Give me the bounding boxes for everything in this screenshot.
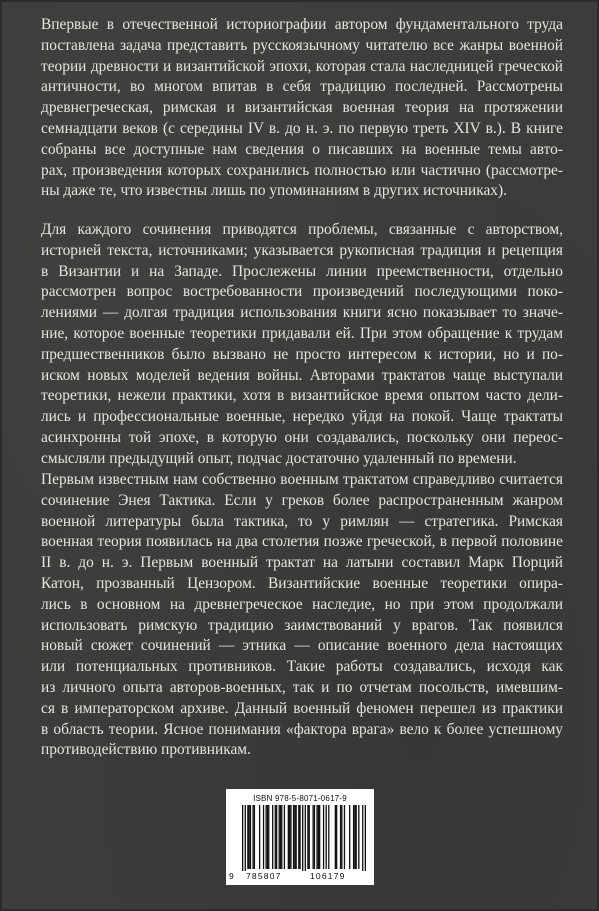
barcode-bar bbox=[319, 805, 320, 869]
barcode-bar bbox=[265, 805, 266, 869]
barcode-digits bbox=[226, 871, 374, 883]
text-line: из личного опыта авторов-военных, так и по отчетам посольств, имевшим- bbox=[41, 678, 563, 696]
text-line: предшественников было вызвано не просто интересом к истории, но и по- bbox=[41, 345, 563, 363]
barcode-bar bbox=[344, 805, 345, 869]
text-line: противодействию противникам. bbox=[41, 741, 251, 759]
barcode-bar bbox=[250, 805, 251, 869]
barcode-bar bbox=[318, 805, 319, 869]
barcode-bar bbox=[358, 805, 359, 869]
barcode-bar bbox=[242, 805, 243, 871]
barcode-digit-first: 9 bbox=[229, 871, 234, 881]
barcode-digits-left: 785807 bbox=[246, 871, 282, 881]
text-line: военной литературы была тактика, то у римлян — стратегика. Римская bbox=[41, 512, 563, 530]
text-line: поставлена задача представить русскоязычному читателю все жанры военной bbox=[41, 36, 563, 54]
barcode-bar bbox=[309, 805, 310, 869]
annotation-paragraph-3 bbox=[41, 470, 563, 761]
barcode-bar bbox=[263, 805, 264, 869]
text-line: II в. до н. э. Первым военный трактат на латыни составил Марк Порций bbox=[41, 554, 563, 572]
text-line: Первым известным нам собственно военным трактатом справедливо считается bbox=[41, 471, 563, 488]
ean13-barcode-bars bbox=[232, 805, 368, 871]
text-line: в Византии и на Западе. Прослежены линии преемственности, отдельно bbox=[41, 262, 563, 280]
barcode-bar bbox=[349, 805, 350, 869]
barcode-bar bbox=[365, 805, 366, 871]
text-line: использовать римскую традицию заимствований у врагов. Так появился bbox=[41, 616, 563, 634]
barcode-bar bbox=[259, 805, 260, 869]
annotation-paragraph-1 bbox=[41, 15, 563, 202]
barcode-bar bbox=[275, 805, 276, 869]
barcode-bar bbox=[335, 805, 336, 869]
text-line: Впервые в отечественной историографии автором фундаментального труда bbox=[41, 16, 563, 33]
text-line: древнегреческая, римская и византийская военная теория на протяжении bbox=[41, 99, 563, 117]
text-line: иском новых моделей ведения войны. Авторами трактатов чаще выступали bbox=[41, 366, 563, 384]
text-line: ся в императорском архиве. Данный военный феномен перешел из практики bbox=[41, 699, 563, 717]
text-line: историей текста, источниками; указывается рукописная традиция и рецепция bbox=[41, 241, 563, 259]
text-line: семнадцати веков (с середины IV в. до н. э. по первую треть XIV в.). В книге bbox=[41, 119, 563, 137]
annotation-paragraph-2 bbox=[41, 220, 563, 470]
text-line: или потенциальных противников. Такие работы создавались, исходя как bbox=[41, 658, 563, 676]
barcode-bar bbox=[341, 805, 342, 869]
barcode-bar bbox=[305, 805, 306, 871]
barcode-bar bbox=[247, 805, 248, 869]
barcode-bar bbox=[252, 805, 253, 869]
barcode-bar bbox=[276, 805, 277, 869]
barcode-bar bbox=[323, 805, 324, 869]
barcode-bar bbox=[289, 805, 290, 869]
text-line: в область теории. Ясное понимания «фактора врага» вело к более успешному bbox=[41, 720, 563, 738]
barcode-bar bbox=[296, 805, 297, 869]
barcode-bar bbox=[362, 805, 363, 871]
text-line: сочинение Энея Тактика. Если у греков более распространенным жанром bbox=[41, 491, 563, 509]
text-line: собраны все доступные нам сведения о писавших на военные темы авто- bbox=[41, 140, 563, 158]
text-line: теории древности и византийской эпохи, которая стала наследницей греческой bbox=[41, 57, 563, 75]
barcode-block bbox=[226, 789, 374, 885]
barcode-bar bbox=[290, 805, 291, 869]
text-line: рах, произведения которых сохранились полностью или частично (рассмотре- bbox=[41, 161, 563, 179]
barcode-bar bbox=[245, 805, 246, 871]
barcode-bar bbox=[307, 805, 308, 869]
barcode-bar bbox=[340, 805, 341, 869]
barcode-bar bbox=[314, 805, 315, 869]
barcode-bar bbox=[298, 805, 299, 869]
text-line: Для каждого сочинения приводятся проблемы, связанные с авторством, bbox=[41, 221, 563, 238]
barcode-bar bbox=[279, 805, 280, 869]
text-line: ние, которое военные теоретики придавали ей. При этом обращение к трудам bbox=[41, 324, 563, 342]
text-line: смысляли предыдущий опыт, подчас достаточно удаленный по времени. bbox=[41, 449, 517, 467]
barcode-bar bbox=[284, 805, 285, 869]
barcode-bar bbox=[293, 805, 294, 869]
barcode-bar bbox=[249, 805, 250, 869]
text-line: античности, во многом впитав в себя традицию последней. Рассмотрены bbox=[41, 78, 563, 96]
barcode-bar bbox=[328, 805, 329, 869]
barcode-bar bbox=[302, 805, 303, 871]
barcode-bar bbox=[312, 805, 313, 869]
text-line: лись в основном на древнегреческое наследие, но при этом продолжали bbox=[41, 595, 563, 613]
text-line: асинхронны той эпохе, в которую они создавались, поскольку они переос- bbox=[41, 428, 563, 446]
text-line: ны даже те, что известны лишь по упоминаниям в других источниках). bbox=[41, 182, 507, 200]
text-line: Катон, прозванный Цензором. Византийские военные теоретики опира- bbox=[41, 574, 563, 592]
barcode-bar bbox=[316, 805, 317, 869]
text-line: рассмотрен вопрос востребованности произведений последующими поко- bbox=[41, 283, 563, 301]
barcode-digits-right: 106179 bbox=[310, 871, 346, 881]
barcode-bar bbox=[254, 805, 255, 869]
barcode-bar bbox=[356, 805, 357, 869]
barcode-bar bbox=[267, 805, 268, 869]
barcode-bar bbox=[336, 805, 337, 869]
barcode-bar bbox=[288, 805, 289, 869]
text-line: лись и профессиональные военные, нередко уйдя на покой. Чаще трактаты bbox=[41, 408, 563, 426]
barcode-bar bbox=[354, 805, 355, 869]
barcode-bar bbox=[268, 805, 269, 869]
barcode-bar bbox=[326, 805, 327, 869]
barcode-bar bbox=[272, 805, 273, 869]
barcode-bar bbox=[280, 805, 281, 869]
text-line: лениями — долгая традиция использования книги ясно показывает то значе- bbox=[41, 304, 563, 322]
text-line: новый сюжет сочинений — этника — описание военного дела настоящих bbox=[41, 637, 563, 655]
isbn-label: ISBN 978-5-8071-0617-9 bbox=[253, 794, 347, 803]
barcode-bar bbox=[294, 805, 295, 869]
barcode-bar bbox=[299, 805, 300, 869]
barcode-bar bbox=[353, 805, 354, 869]
text-line: военная теория появилась на два столетия позже греческой, в первой половине bbox=[41, 533, 563, 551]
barcode-bar bbox=[281, 805, 282, 869]
text-line: теоретики, нежели практики, хотя в византийское время опытом часто дели- bbox=[41, 387, 563, 405]
